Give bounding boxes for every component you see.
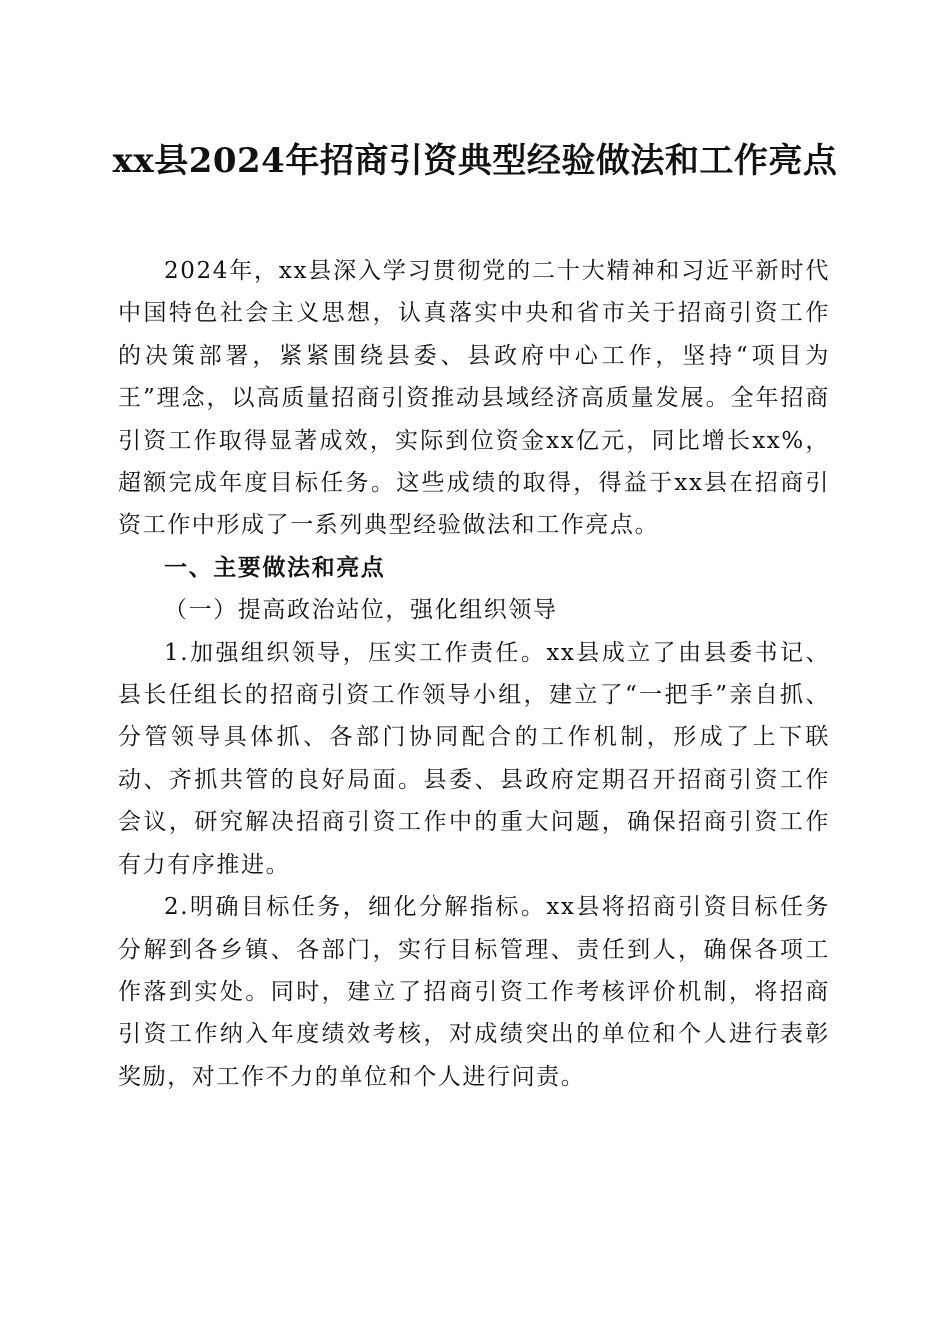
subsection-heading-leadership: （一）提高政治站位，强化组织领导 [164,597,558,624]
item-paragraph-1: 1.加强组织领导，压实工作责任。xx县成立了由县委书记、县长任组长的招商引资工作领导小组，建立了“一把手”亲自抓、分管领导具体抓、各部门协同配合的工作机制，形成了上下联动、齐抓共管的良好局面。县委、县政府定期召开招商引资工作会议，研究解决招商引资工作中的重大问题，确保招商引资工作有力有序推进。 [118,639,830,878]
intro-paragraph: 2024年，xx县深入学习贯彻党的二十大精神和习近平新时代中国特色社会主义思想，认真落实中央和省市关于招商引资工作的决策部署，紧紧围绕县委、县政府中心工作，坚持“项目为王”理念，以高质量招商引资推动县域经济高质量发展。全年招商引资工作取得显著成效，实际到位资金xx亿元，同比增长xx%，超额完成年度目标任务。这些成绩的取得，得益于xx县在招商引资工作中形成了一系列典型经验做法和工作亮点。 [118,258,830,539]
section-heading-main-practices: 一、主要做法和亮点 [164,554,386,581]
document-body [118,250,830,1098]
document-title: xx县2024年招商引资典型经验做法和工作亮点 [112,141,838,181]
item-paragraph-2: 2.明确目标任务，细化分解指标。xx县将招商引资目标任务分解到各乡镇、各部门，实行目标管理、责任到人，确保各项工作落到实处。同时，建立了招商引资工作考核评价机制，将招商引资工作纳入年度绩效考核，对成绩突出的单位和个人进行表彰奖励，对工作不力的单位和个人进行问责。 [118,894,830,1090]
